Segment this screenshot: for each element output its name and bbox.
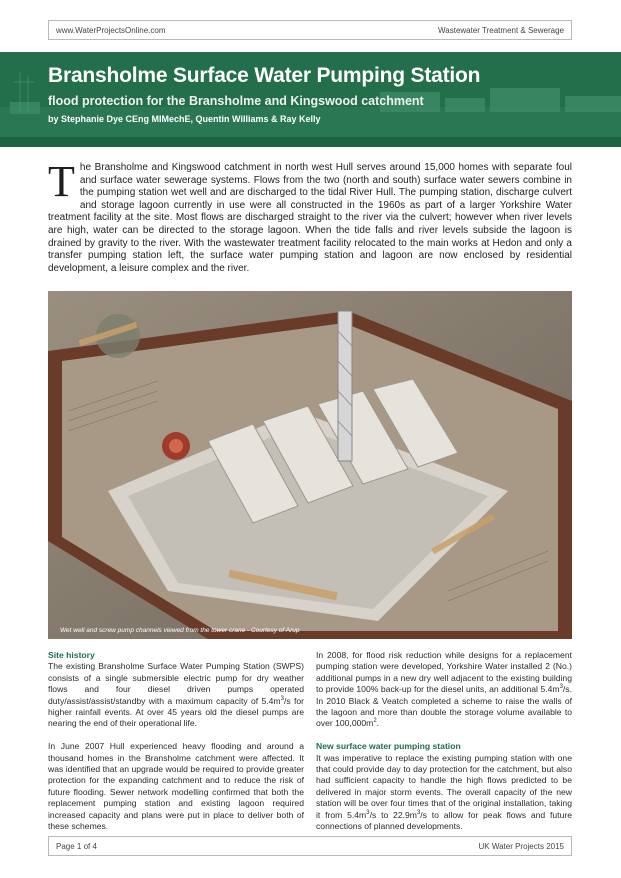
intro-text: he Bransholme and Kingswood catchment in north west Hull serves around 15,000 homes with separate foul and surface water sewerage systems. Flows from the two (north and south) surface water sewers combine in the pumping station wet well and are discharged to the tidal River Hull. The pumping station, discharge culvert and storage lagoon currently in use were all constructed in the 1960s as part of a larger Yorkshire Water treatment facility at the site. Most flows are discharged straight to the river via the culvert; however when river levels are high, water can be directed to the storage lagoon. When the tide falls and river levels subside the lagoon is drained by gravity to the river. With the wastewater treatment facility relocated to the main works at Hedon and only a transfer pumping station left, the surface water pumping station and lagoon are now enclosed by residential development, a leisure complex and the river. <box>48 162 572 274</box>
site-history-heading: Site history <box>48 650 95 660</box>
section-label: Wastewater Treatment & Sewerage <box>438 25 564 35</box>
title-banner <box>0 52 621 147</box>
new-station-heading: New surface water pumping station <box>316 741 461 752</box>
article-title: Bransholme Surface Water Pumping Station <box>48 64 481 87</box>
site-history-paragraph-2: In June 2007 Hull experienced heavy flooding and around a thousand homes in the Bransholme catchment were affected. It was identified that an upgrade would be required to provide greater protection for the expanding catchment and to reduce the risk of future flooding. Sewer network modelling confirmed that both the replacement pumping station and existing lagoon required increased capacity and plans were put in place to deliver both of these schemes. <box>48 741 304 832</box>
page-number: Page 1 of 4 <box>56 841 97 851</box>
right-column <box>316 650 572 844</box>
new-station-paragraph: It was imperative to replace the existing pumping station with one that could provide day to day protection for the catchment, but also had sufficient capacity to handle the high flows predicted to be delivered in major storm events. The overall capacity of the new station will be over four times that of the original installation, taking it from $5.4m^3/s$ to $22.9m^3/s$ to allow for peak flows and future connections of planned developments. <box>316 752 572 832</box>
page-header <box>48 20 572 40</box>
article-authors: by Stephanie Dye CEng MIMechE, Quentin Williams & Ray Kelly <box>48 114 321 124</box>
site-history-paragraph-1: The existing Bransholme Surface Water Pumping Station (SWPS) consists of a single submersible electric pump for dry weather flows and four diesel driven pumps operated duty/assist/assist/standby with a maximum capacity of $5.4m^3/s$ for higher rainfall events. At over 45 years old the diesel pumps are nearing the end of their operational life. <box>48 661 304 729</box>
page-footer <box>48 836 572 856</box>
photo-caption: Wet well and screw pump channels viewed from the tower crane - Courtesy of Arup <box>60 627 300 634</box>
flood-risk-paragraph: In 2008, for flood risk reduction while designs for a replacement pumping station were developed, Yorkshire Water installed 2 (No.) additional pumps in a new dry well adjacent to the existing building to provide 100% back-up for the diesel units, an additional $5.4m^3/s$. In 2010 Black & Veatch completed a scheme to raise the walls of the lagoon and more than double the storage volume available to over $100,000m^2$. <box>316 650 572 729</box>
drop-cap: T <box>48 157 75 206</box>
article-subtitle: flood protection for the Bransholme and Kingswood catchment <box>48 94 424 108</box>
website-label: www.WaterProjectsOnline.com <box>56 25 166 35</box>
pumping-station-aerial-image <box>48 291 572 639</box>
publication-name: UK Water Projects 2015 <box>478 841 564 851</box>
intro-paragraph <box>48 157 572 275</box>
site-photo <box>48 291 572 639</box>
left-column <box>48 650 304 844</box>
